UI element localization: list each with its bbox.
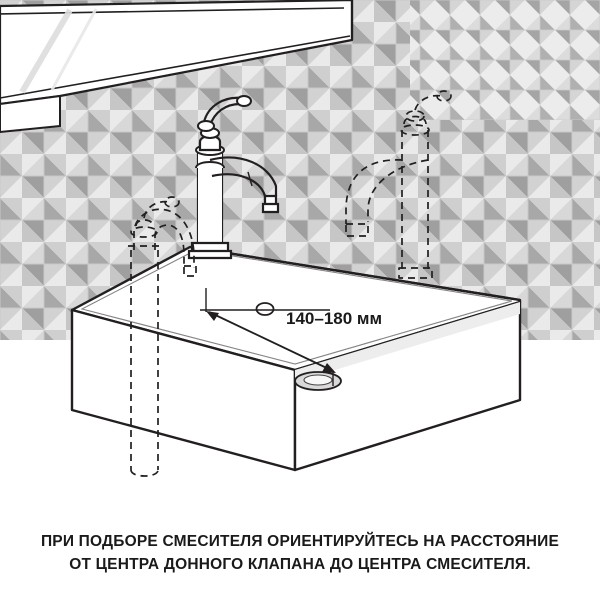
faucet-center-marker [257,303,274,315]
caption [0,530,600,576]
dimension-label: 140–180 мм [286,309,383,328]
shadow [294,478,306,482]
drain-valve [295,372,341,390]
caption-line-2: ОТ ЦЕНТРА ДОННОГО КЛАПАНА ДО ЦЕНТРА СМЕСИТЕЛЯ. [69,556,531,573]
caption-line-1: ПРИ ПОДБОРЕ СМЕСИТЕЛЯ ОРИЕНТИРУЙТЕСЬ НА РАССТОЯНИЕ [40,533,560,550]
